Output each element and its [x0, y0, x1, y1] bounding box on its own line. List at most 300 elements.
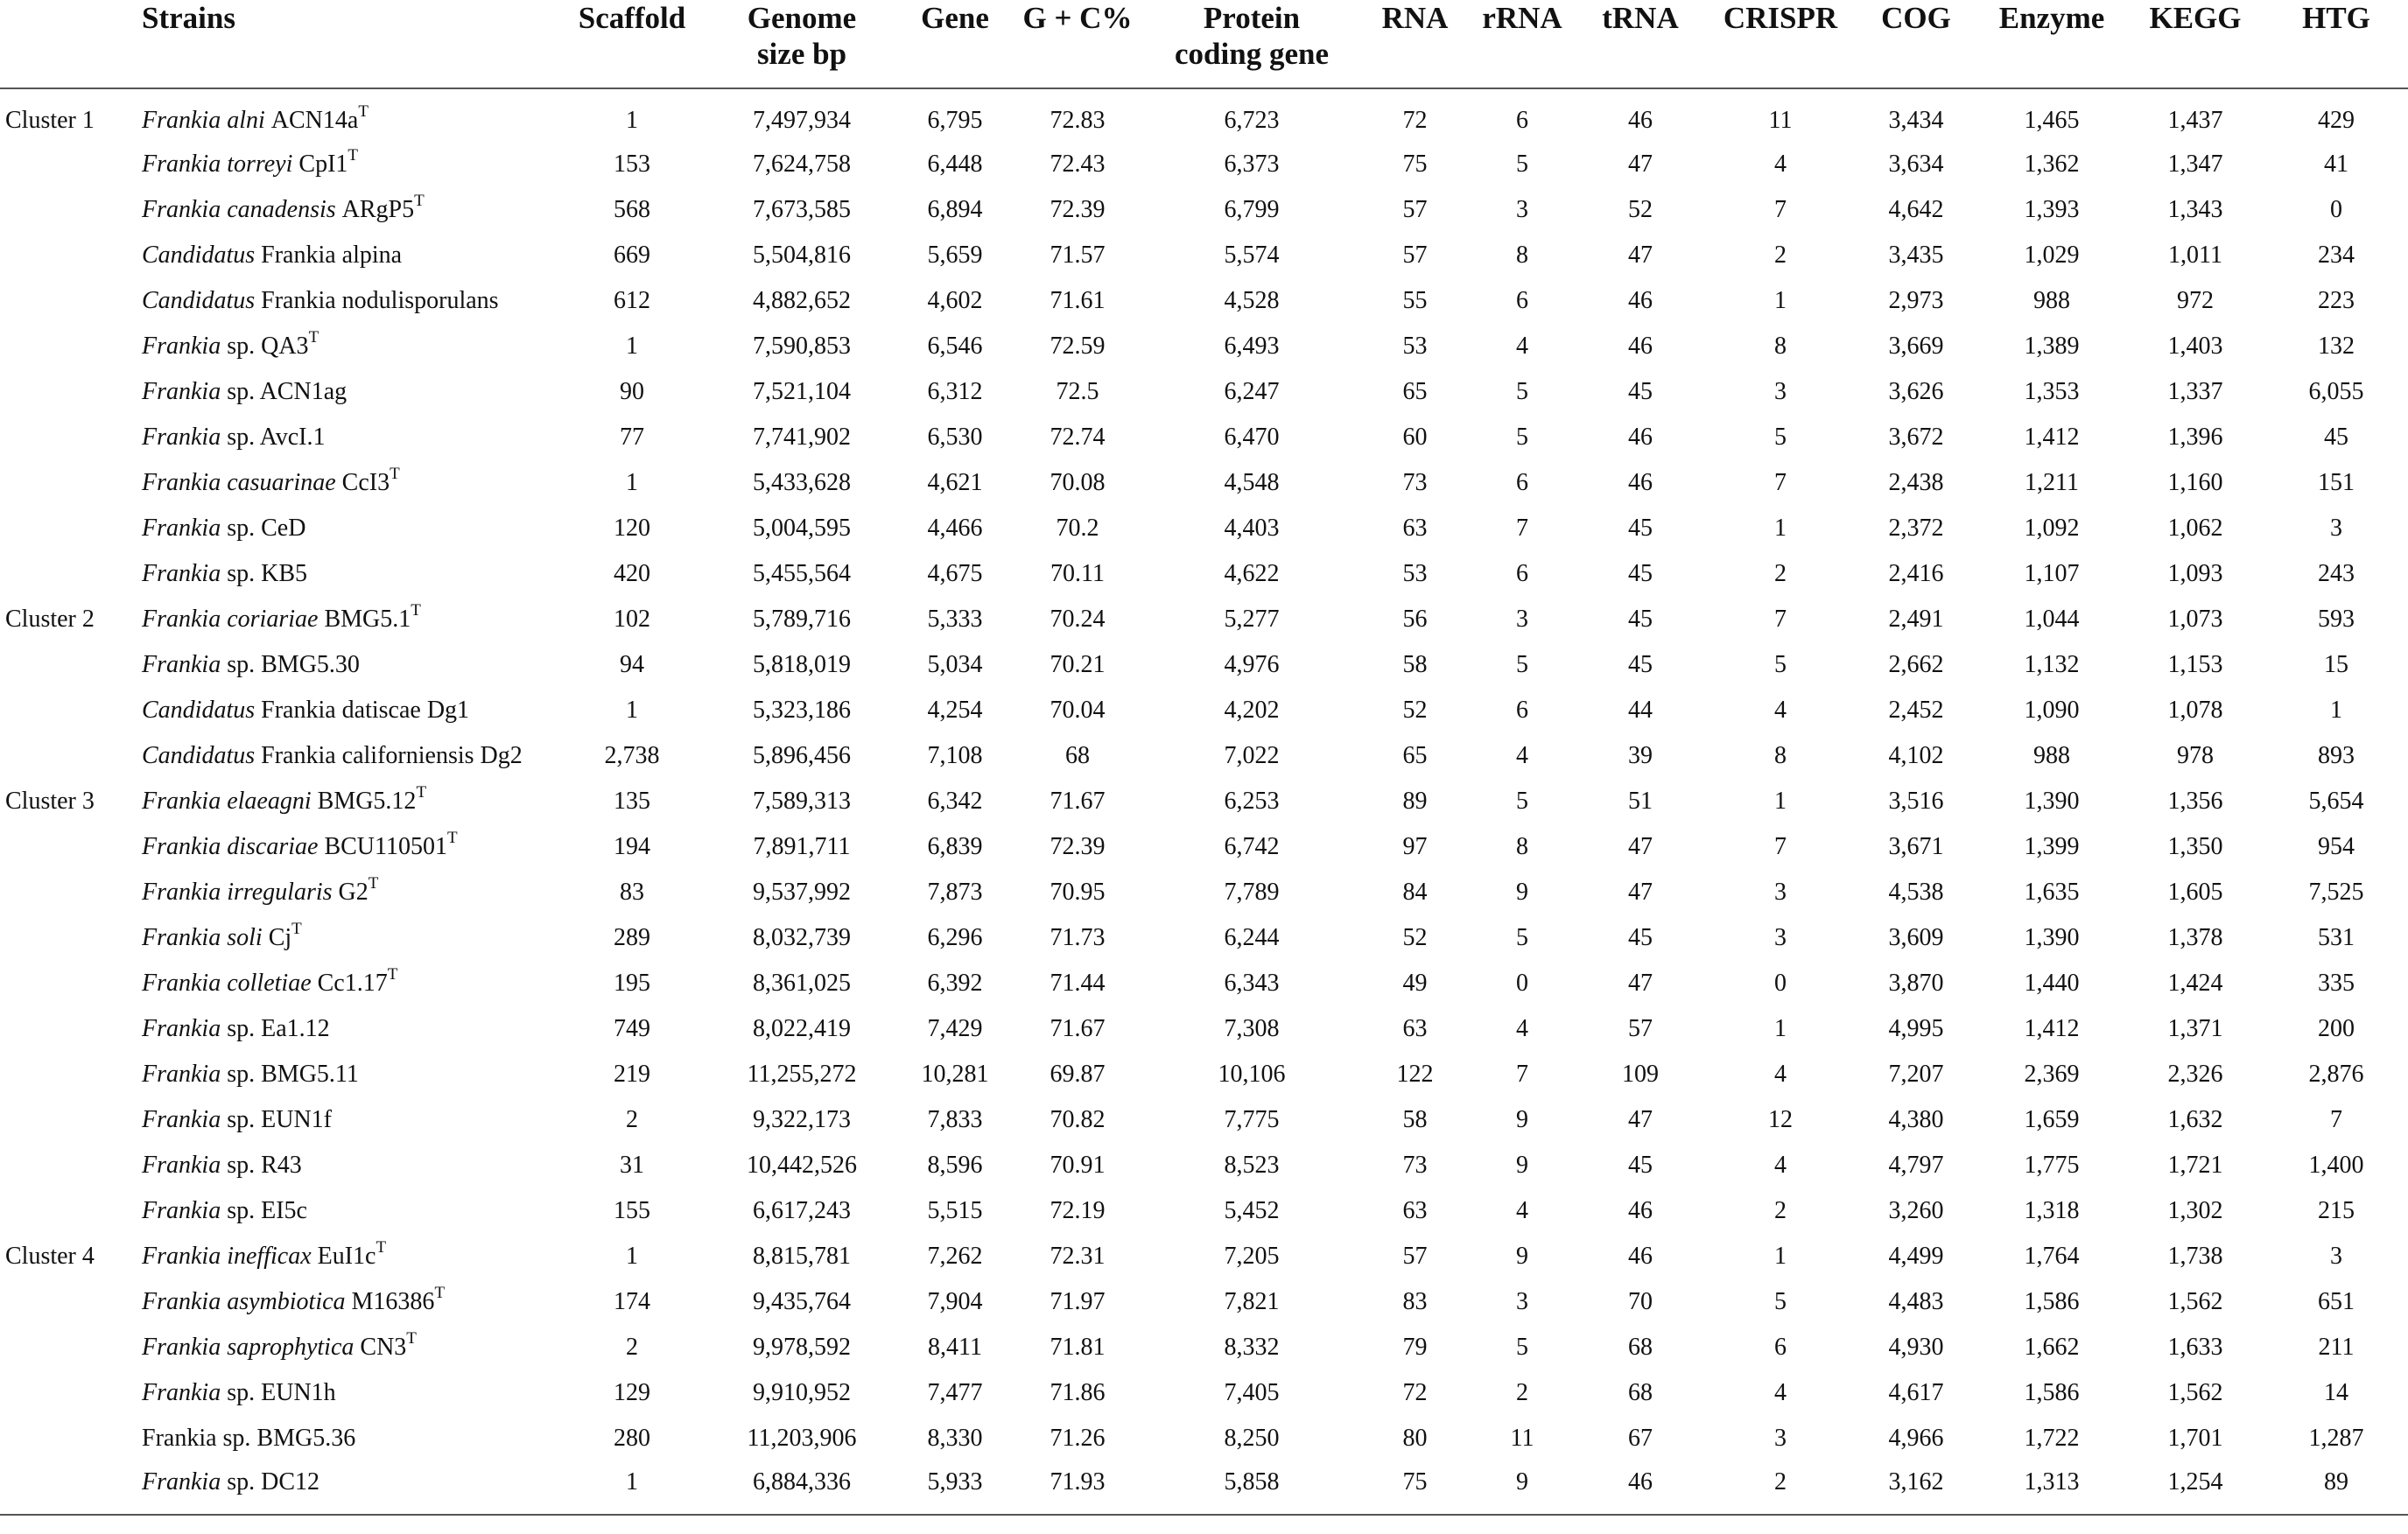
strain-species: soli [227, 923, 263, 951]
cell-rrna: 3 [1516, 605, 1528, 633]
cell-htg: 200 [2318, 1014, 2355, 1042]
cell-gc: 71.57 [1050, 241, 1106, 269]
cell-protein-coding: 6,373 [1224, 150, 1280, 178]
column-header-protein-coding [1143, 0, 1360, 88]
strain-species: canadensis [227, 195, 336, 223]
strain-name [138, 961, 558, 1006]
cell-protein-coding: 6,247 [1224, 377, 1280, 405]
strain-genus: Frankia [142, 1378, 221, 1406]
cell-enzyme: 1,586 [2024, 1378, 2080, 1406]
cell-scaffold: 1 [626, 1242, 638, 1270]
type-strain-mark: T [358, 102, 369, 121]
cell-rna: 57 [1402, 241, 1428, 269]
type-strain-mark: T [291, 919, 302, 938]
table-row [0, 1234, 2408, 1279]
type-strain-mark: T [368, 873, 379, 893]
cell-genome-size: 11,255,272 [747, 1060, 857, 1088]
cell-gc: 72.59 [1050, 332, 1106, 360]
cell-gene: 7,477 [927, 1378, 983, 1406]
strain-genus: Candidatus [142, 286, 256, 314]
cell-rrna: 5 [1516, 787, 1528, 815]
cell-gene: 6,839 [927, 832, 983, 860]
table-row [0, 88, 2408, 142]
column-header-label: Strains [142, 1, 235, 35]
type-strain-mark: T [390, 464, 400, 483]
cell-rna: 56 [1402, 605, 1428, 633]
cell-trna: 46 [1628, 468, 1653, 496]
cluster-label [0, 142, 138, 187]
cell-rna: 52 [1402, 696, 1428, 724]
cell-gc: 71.86 [1050, 1378, 1106, 1406]
table-row [0, 369, 2408, 415]
cell-genome-size: 5,004,595 [753, 514, 851, 542]
strain-genus: Frankia [142, 559, 221, 587]
cell-crispr: 5 [1774, 423, 1787, 451]
cell-rrna: 4 [1516, 1014, 1528, 1042]
cell-protein-coding: 4,622 [1224, 559, 1280, 587]
cell-genome-size: 5,323,186 [753, 696, 851, 724]
cell-htg: 0 [2330, 195, 2342, 223]
cell-scaffold: 155 [614, 1196, 650, 1224]
cell-gc: 70.95 [1050, 878, 1106, 906]
cell-rrna: 3 [1516, 1287, 1528, 1315]
cell-htg: 7,525 [2308, 878, 2364, 906]
strain-genus: Frankia [142, 1196, 221, 1224]
cell-protein-coding: 4,403 [1224, 514, 1280, 542]
cell-protein-coding: 7,022 [1224, 741, 1280, 769]
cell-rrna: 9 [1516, 1151, 1528, 1179]
table-row [0, 870, 2408, 915]
cell-kegg: 1,424 [2167, 969, 2223, 997]
cell-genome-size: 7,673,585 [753, 195, 851, 223]
strain-species: colletiae [227, 969, 312, 997]
type-strain-mark: T [416, 782, 427, 802]
cell-kegg: 1,632 [2167, 1105, 2223, 1133]
cell-scaffold: 2,738 [604, 741, 660, 769]
strain-genus: Frankia [142, 423, 221, 451]
strain-name [138, 733, 558, 779]
cell-cog: 3,669 [1888, 332, 1944, 360]
table-row [0, 824, 2408, 870]
cell-rna: 79 [1402, 1333, 1428, 1361]
table-row [0, 597, 2408, 642]
cell-kegg: 1,350 [2167, 832, 2223, 860]
cell-htg: 335 [2318, 969, 2355, 997]
cell-gc: 71.44 [1050, 969, 1106, 997]
cell-gc: 72.19 [1050, 1196, 1106, 1224]
cell-rrna: 7 [1516, 1060, 1528, 1088]
column-header-gene [898, 0, 1012, 88]
cell-rna: 72 [1402, 106, 1428, 134]
cell-enzyme: 1,764 [2024, 1242, 2080, 1270]
cell-scaffold: 135 [614, 787, 650, 815]
cell-crispr: 1 [1774, 286, 1787, 314]
column-header-label: RNA [1381, 1, 1449, 35]
cell-rna: 75 [1402, 150, 1428, 178]
strain-genus: Frankia [142, 468, 221, 496]
strain-designation: sp. Ea1.12 [221, 1014, 330, 1042]
cell-scaffold: 1 [626, 696, 638, 724]
strain-genus: Frankia [142, 150, 221, 178]
cell-rna: 57 [1402, 195, 1428, 223]
cell-genome-size: 8,361,025 [753, 969, 851, 997]
cell-rna: 72 [1402, 1378, 1428, 1406]
cell-protein-coding: 5,452 [1224, 1196, 1280, 1224]
cell-genome-size: 4,882,652 [753, 286, 851, 314]
cell-htg: 215 [2318, 1196, 2355, 1224]
cell-trna: 45 [1628, 1151, 1653, 1179]
cell-enzyme: 1,393 [2024, 195, 2080, 223]
cell-kegg: 1,153 [2167, 650, 2223, 678]
type-strain-mark: T [348, 145, 358, 165]
cell-genome-size: 7,589,313 [753, 787, 851, 815]
cell-gc: 68 [1065, 741, 1090, 769]
cell-htg: 89 [2264, 1461, 2408, 1515]
cell-gc: 71.81 [1050, 1333, 1106, 1361]
cell-crispr: 11 [1768, 106, 1793, 134]
cell-gene: 4,602 [927, 286, 983, 314]
cell-trna: 46 [1628, 106, 1653, 134]
cell-kegg: 1,396 [2167, 423, 2223, 451]
cell-htg: 7 [2330, 1105, 2342, 1133]
cell-cog: 4,930 [1888, 1333, 1944, 1361]
column-header-label: CRISPR [1723, 1, 1838, 35]
cell-gene: 4,621 [927, 468, 983, 496]
table-row [0, 1279, 2408, 1325]
cell-crispr: 2 [1774, 241, 1787, 269]
cell-kegg: 1,254 [2126, 1461, 2264, 1515]
cell-kegg: 1,356 [2167, 787, 2223, 815]
cell-trna: 45 [1628, 559, 1653, 587]
cell-scaffold: 195 [614, 969, 650, 997]
cell-gene: 4,466 [927, 514, 983, 542]
cell-gc: 70.11 [1050, 559, 1105, 587]
cell-trna: 52 [1628, 195, 1653, 223]
cell-enzyme: 1,353 [2024, 377, 2080, 405]
strain-species: casuarinae [227, 468, 336, 496]
cell-trna: 44 [1628, 696, 1653, 724]
strain-name [138, 460, 558, 506]
cell-gc: 70.08 [1050, 468, 1106, 496]
cluster-label: Cluster 3 [5, 787, 95, 815]
strain-name [138, 1461, 558, 1515]
cell-genome-size: 10,442,526 [747, 1151, 857, 1179]
cell-protein-coding: 4,976 [1224, 650, 1280, 678]
cluster-label [0, 460, 138, 506]
cell-genome-size: 9,910,952 [753, 1378, 851, 1406]
cell-genome-size: 7,521,104 [753, 377, 851, 405]
column-header-line: size bp [756, 37, 847, 71]
cell-gc: 70.82 [1050, 1105, 1106, 1133]
table-row [0, 1461, 2408, 1515]
cell-crispr: 5 [1774, 650, 1787, 678]
cell-kegg: 1,337 [2167, 377, 2223, 405]
cell-gene: 5,659 [927, 241, 983, 269]
cell-kegg: 1,343 [2167, 195, 2223, 223]
strain-genus: Frankia [142, 1014, 221, 1042]
cell-rrna: 3 [1516, 195, 1528, 223]
cell-crispr: 1 [1774, 1014, 1787, 1042]
strain-name [138, 142, 558, 187]
cell-htg: 593 [2318, 605, 2355, 633]
cell-rrna: 6 [1516, 696, 1528, 724]
cell-kegg: 2,326 [2167, 1060, 2223, 1088]
cluster-label [0, 415, 138, 460]
cell-gc: 72.74 [1050, 423, 1106, 451]
table-body [0, 88, 2408, 1515]
strain-genus: Frankia [142, 1060, 221, 1088]
column-header-crispr [1706, 0, 1855, 88]
cell-crispr: 0 [1774, 969, 1787, 997]
strain-name [138, 824, 558, 870]
strain-genus: Frankia [142, 605, 221, 633]
column-header-strain [138, 0, 558, 88]
cell-crispr: 3 [1774, 878, 1787, 906]
cluster-label [0, 1325, 138, 1370]
cell-trna: 70 [1628, 1287, 1653, 1315]
strain-designation: CpI1 [292, 150, 348, 178]
cell-gene: 7,108 [927, 741, 983, 769]
cell-rrna: 5 [1516, 150, 1528, 178]
cluster-label [0, 1006, 138, 1052]
strain-species: irregularis [227, 878, 333, 906]
cell-enzyme: 1,090 [2024, 696, 2080, 724]
cluster-label [0, 688, 138, 733]
strain-name [138, 1097, 558, 1143]
cell-enzyme: 1,635 [2024, 878, 2080, 906]
cell-gene: 6,342 [927, 787, 983, 815]
cell-kegg: 972 [2177, 286, 2214, 314]
cell-rna: 63 [1402, 1196, 1428, 1224]
table-row [0, 1143, 2408, 1188]
cluster-label [0, 915, 138, 961]
cell-gene: 10,281 [921, 1060, 989, 1088]
type-strain-mark: T [376, 1237, 387, 1257]
cluster-label [0, 733, 138, 779]
cell-crispr: 1 [1774, 787, 1787, 815]
cell-kegg: 1,633 [2167, 1333, 2223, 1361]
strain-designation: M16386 [345, 1287, 435, 1315]
cell-rrna: 5 [1516, 923, 1528, 951]
cell-scaffold: 153 [614, 150, 650, 178]
cell-gene: 8,411 [928, 1333, 982, 1361]
strain-designation: Frankia californiensis Dg2 [255, 741, 523, 769]
cell-htg: 243 [2318, 559, 2355, 587]
strain-designation: Frankia alpina [255, 241, 403, 269]
cluster-label [0, 233, 138, 278]
cell-protein-coding: 6,723 [1224, 106, 1280, 134]
cell-trna: 67 [1628, 1424, 1653, 1452]
cell-htg: 954 [2318, 832, 2355, 860]
cluster-label [0, 187, 138, 233]
cell-cog: 4,642 [1888, 195, 1944, 223]
cell-rna: 83 [1402, 1287, 1428, 1315]
cluster-label [0, 961, 138, 1006]
cell-gc: 72.43 [1050, 150, 1106, 178]
cell-rna: 63 [1402, 514, 1428, 542]
cell-kegg: 1,160 [2167, 468, 2223, 496]
cell-enzyme: 1,412 [2024, 1014, 2080, 1042]
cell-cog: 3,260 [1888, 1196, 1944, 1224]
cell-scaffold: 1 [626, 106, 638, 134]
cell-cog: 3,434 [1888, 106, 1944, 134]
cell-crispr: 7 [1774, 605, 1787, 633]
cell-scaffold: 83 [620, 878, 644, 906]
cell-protein-coding: 5,858 [1143, 1461, 1360, 1515]
cell-crispr: 2 [1706, 1461, 1855, 1515]
strain-designation: Cc1.17 [311, 969, 388, 997]
strain-designation: BCU110501 [318, 832, 447, 860]
table-row [0, 961, 2408, 1006]
cell-rrna: 6 [1516, 286, 1528, 314]
cell-rna: 58 [1402, 1105, 1428, 1133]
cell-trna: 47 [1628, 832, 1653, 860]
cell-cog: 3,671 [1888, 832, 1944, 860]
strain-designation: sp. DC12 [221, 1467, 320, 1495]
cell-protein-coding: 4,548 [1224, 468, 1280, 496]
cell-crispr: 7 [1774, 468, 1787, 496]
strain-designation: Frankia datiscae Dg1 [255, 696, 470, 724]
cell-scaffold: 749 [614, 1014, 650, 1042]
cell-genome-size: 5,455,564 [753, 559, 851, 587]
cell-gc: 72.39 [1050, 195, 1106, 223]
cell-genome-size: 7,624,758 [753, 150, 851, 178]
cell-trna: 109 [1622, 1060, 1659, 1088]
cell-kegg: 1,011 [2168, 241, 2222, 269]
strain-species: saprophytica [227, 1333, 355, 1361]
strain-genus: Frankia [142, 1242, 221, 1270]
cell-gene: 5,515 [927, 1196, 983, 1224]
strain-genus: Frankia [142, 106, 221, 134]
cell-cog: 4,483 [1888, 1287, 1944, 1315]
strain-species: alni [227, 106, 265, 134]
cell-scaffold: 289 [614, 923, 650, 951]
cell-enzyme: 1,389 [2024, 332, 2080, 360]
cell-kegg: 1,078 [2167, 696, 2223, 724]
strain-species: coriariae [227, 605, 319, 633]
strain-designation: EuI1c [311, 1242, 376, 1270]
strain-genus: Candidatus [142, 741, 256, 769]
cell-gc: 69.87 [1050, 1060, 1106, 1088]
strain-name [138, 642, 558, 688]
table-row [0, 688, 2408, 733]
cell-scaffold: 420 [614, 559, 650, 587]
strain-designation: ACN14a [264, 106, 359, 134]
strain-genus: Frankia [142, 1467, 221, 1495]
cell-htg: 211 [2318, 1333, 2355, 1361]
cell-cog: 4,538 [1888, 878, 1944, 906]
cell-htg: 151 [2318, 468, 2355, 496]
table-row [0, 187, 2408, 233]
cluster-label [0, 1052, 138, 1097]
strain-designation: sp. AvcI.1 [221, 423, 326, 451]
cell-trna: 47 [1628, 1105, 1653, 1133]
strain-name [138, 870, 558, 915]
cell-gc: 72.39 [1050, 832, 1106, 860]
cell-rna: 89 [1402, 787, 1428, 815]
cell-htg: 14 [2324, 1378, 2348, 1406]
column-header-rrna [1470, 0, 1575, 88]
cell-scaffold: 280 [614, 1424, 650, 1452]
cell-scaffold: 1 [558, 1461, 706, 1515]
cluster-label [0, 278, 138, 324]
cell-crispr: 8 [1774, 332, 1787, 360]
cell-kegg: 1,403 [2167, 332, 2223, 360]
cell-genome-size: 7,741,902 [753, 423, 851, 451]
cell-kegg: 1,437 [2167, 106, 2223, 134]
cell-protein-coding: 7,821 [1224, 1287, 1280, 1315]
cell-gene: 8,330 [927, 1424, 983, 1452]
cell-enzyme: 988 [2033, 286, 2070, 314]
cell-crispr: 3 [1774, 1424, 1787, 1452]
cell-crispr: 2 [1774, 559, 1787, 587]
cell-gc: 71.67 [1050, 1014, 1106, 1042]
cell-crispr: 8 [1774, 741, 1787, 769]
cell-trna: 45 [1628, 650, 1653, 678]
cell-gene: 6,894 [927, 195, 983, 223]
cell-protein-coding: 6,799 [1224, 195, 1280, 223]
cell-protein-coding: 8,250 [1224, 1424, 1280, 1452]
cell-kegg: 1,093 [2167, 559, 2223, 587]
table-row [0, 733, 2408, 779]
table-row [0, 1188, 2408, 1234]
cell-scaffold: 174 [614, 1287, 650, 1315]
cell-trna: 68 [1628, 1333, 1653, 1361]
table-row [0, 506, 2408, 551]
cell-htg: 234 [2318, 241, 2355, 269]
strain-name [138, 324, 558, 369]
strain-name [138, 233, 558, 278]
strain-genus: Frankia [142, 195, 221, 223]
strain-name [138, 1143, 558, 1188]
strain-designation: sp. QA3 [221, 332, 309, 360]
table-row [0, 1370, 2408, 1416]
strain-genus: Frankia [142, 1105, 221, 1133]
cell-rrna: 9 [1470, 1461, 1575, 1515]
cell-gene: 6,530 [927, 423, 983, 451]
cell-trna: 46 [1575, 1461, 1706, 1515]
cell-kegg: 1,721 [2167, 1151, 2223, 1179]
cell-enzyme: 1,107 [2024, 559, 2080, 587]
cell-trna: 45 [1628, 514, 1653, 542]
cell-kegg: 1,073 [2167, 605, 2223, 633]
cell-cog: 3,626 [1888, 377, 1944, 405]
cell-rrna: 2 [1516, 1378, 1528, 1406]
cell-protein-coding: 6,493 [1224, 332, 1280, 360]
cell-enzyme: 1,662 [2024, 1333, 2080, 1361]
cell-protein-coding: 8,523 [1224, 1151, 1280, 1179]
cell-genome-size: 11,203,906 [747, 1424, 857, 1452]
strain-designation: CN3 [354, 1333, 407, 1361]
table-row [0, 278, 2408, 324]
cell-scaffold: 129 [614, 1378, 650, 1406]
cell-genome-size: 7,590,853 [753, 332, 851, 360]
cell-scaffold: 1 [626, 332, 638, 360]
cell-rna: 60 [1402, 423, 1428, 451]
cell-cog: 3,870 [1888, 969, 1944, 997]
cell-rna: 73 [1402, 1151, 1428, 1179]
cluster-label [0, 1097, 138, 1143]
cell-rna: 97 [1402, 832, 1428, 860]
cell-rrna: 6 [1516, 559, 1528, 587]
cell-crispr: 4 [1774, 696, 1787, 724]
strain-designation: BMG5.1 [318, 605, 411, 633]
strain-name [138, 551, 558, 597]
cluster-label [0, 1188, 138, 1234]
cell-trna: 45 [1628, 377, 1653, 405]
column-header-label: HTG [2302, 1, 2370, 35]
table-header [0, 0, 2408, 88]
